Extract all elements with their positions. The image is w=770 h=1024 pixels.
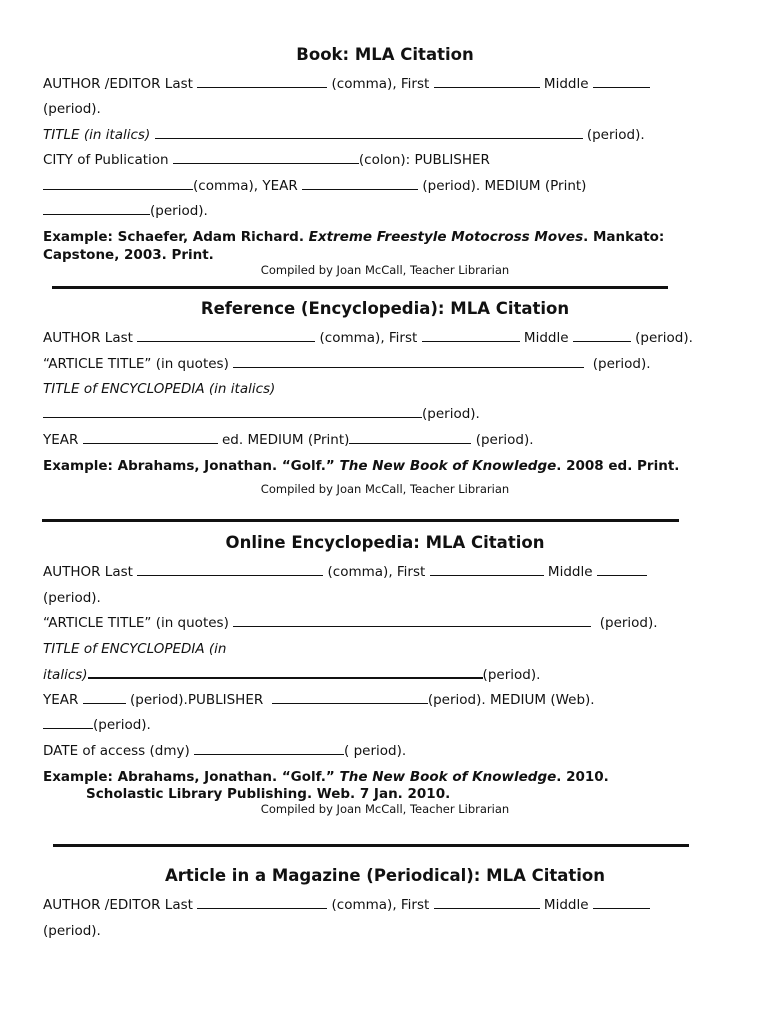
book-title-line bbox=[43, 126, 645, 144]
reference-example bbox=[43, 457, 679, 475]
reference-year-line bbox=[43, 431, 534, 449]
medium-blank[interactable] bbox=[349, 431, 471, 444]
online-medium-line bbox=[43, 716, 151, 734]
middle-label: Middle bbox=[547, 564, 593, 580]
book-example-line1 bbox=[43, 228, 664, 246]
period-medium-label: (period). MEDIUM (Web). bbox=[427, 692, 595, 708]
online-year-line bbox=[43, 691, 595, 709]
online-credit: Compiled by Joan McCall, Teacher Librarian bbox=[260, 802, 510, 816]
reference-article-line bbox=[43, 355, 651, 373]
comma-first-label: (comma), First bbox=[319, 330, 418, 346]
book-medium-line bbox=[43, 202, 208, 220]
period-medium-label: (period). MEDIUM (Print) bbox=[422, 178, 587, 194]
author-period: (period). bbox=[635, 330, 693, 346]
online-date-line bbox=[43, 742, 406, 760]
book-author-period: (period). bbox=[43, 101, 101, 117]
example-title: The New Book of Knowledge bbox=[339, 458, 557, 474]
example-prefix: Example: Abrahams, Jonathan. “Golf.” bbox=[43, 458, 340, 474]
article-blank[interactable] bbox=[233, 355, 584, 368]
enc-title-blank[interactable] bbox=[88, 665, 483, 679]
online-enc-title-label: TITLE of ENCYCLOPEDIA (in bbox=[43, 641, 227, 657]
year-blank[interactable] bbox=[83, 431, 218, 444]
reference-section-title: Reference (Encyclopedia): MLA Citation bbox=[200, 299, 570, 318]
online-enc-title-line bbox=[43, 665, 540, 684]
example-title: The New Book of Knowledge bbox=[339, 769, 557, 785]
article-label: “ARTICLE TITLE” (in quotes) bbox=[43, 615, 229, 631]
example-suffix: . 2008 ed. Print. bbox=[556, 458, 680, 474]
example-suffix: . Mankato: bbox=[583, 229, 665, 245]
author-last-blank[interactable] bbox=[137, 563, 323, 576]
book-author-line bbox=[43, 75, 650, 93]
middle-label: Middle bbox=[543, 76, 589, 92]
article-period: (period). bbox=[599, 615, 658, 631]
enc-period: (period). bbox=[422, 406, 480, 422]
city-blank[interactable] bbox=[173, 151, 359, 164]
period-publisher-label: (period).PUBLISHER bbox=[130, 692, 264, 708]
title-label: TITLE (in italics) bbox=[43, 127, 151, 143]
author-label: AUTHOR /EDITOR Last bbox=[43, 897, 193, 913]
medium-blank[interactable] bbox=[43, 716, 93, 729]
example-prefix: Example: Abrahams, Jonathan. “Golf.” bbox=[43, 769, 340, 785]
author-first-blank[interactable] bbox=[430, 563, 544, 576]
online-author-period: (period). bbox=[43, 590, 101, 606]
reference-author-line bbox=[43, 329, 693, 347]
author-label: AUTHOR Last bbox=[43, 564, 133, 580]
author-first-blank[interactable] bbox=[422, 329, 520, 342]
year-blank[interactable] bbox=[302, 177, 418, 190]
magazine-author-line bbox=[43, 896, 650, 914]
online-section-title: Online Encyclopedia: MLA Citation bbox=[225, 533, 545, 552]
author-middle-blank[interactable] bbox=[593, 896, 650, 909]
reference-credit: Compiled by Joan McCall, Teacher Librarian bbox=[260, 482, 510, 496]
publisher-blank[interactable] bbox=[43, 177, 193, 190]
author-first-blank[interactable] bbox=[434, 896, 540, 909]
example-title: Extreme Freestyle Motocross Moves bbox=[308, 229, 584, 245]
book-city-line bbox=[43, 151, 490, 169]
comma-first-label: (comma), First bbox=[331, 76, 430, 92]
author-last-blank[interactable] bbox=[137, 329, 315, 342]
article-blank[interactable] bbox=[233, 614, 591, 627]
author-last-blank[interactable] bbox=[197, 75, 327, 88]
date-blank[interactable] bbox=[194, 742, 344, 755]
middle-label: Middle bbox=[523, 330, 569, 346]
magazine-author-period: (period). bbox=[43, 923, 101, 939]
comma-year-label: (comma), YEAR bbox=[193, 178, 298, 194]
date-period: ( period). bbox=[344, 743, 407, 759]
book-publisher-line bbox=[43, 177, 586, 195]
colon-publisher-label: (colon): PUBLISHER bbox=[358, 152, 490, 168]
year-period: (period). bbox=[475, 432, 534, 448]
article-period: (period). bbox=[592, 356, 651, 372]
city-label: CITY of Publication bbox=[43, 152, 169, 168]
author-middle-blank[interactable] bbox=[597, 563, 647, 576]
reference-enc-title-line bbox=[43, 405, 480, 423]
online-example-line2: Scholastic Library Publishing. Web. 7 Jan. 2010. bbox=[86, 786, 451, 802]
example-suffix: . 2010. bbox=[556, 769, 609, 785]
article-label: “ARTICLE TITLE” (in quotes) bbox=[43, 356, 229, 372]
author-middle-blank[interactable] bbox=[593, 75, 650, 88]
enc-title-label2: italics) bbox=[43, 667, 88, 683]
enc-period: (period). bbox=[482, 667, 541, 683]
year-blank[interactable] bbox=[83, 691, 126, 704]
divider bbox=[42, 519, 679, 522]
line-period: (period). bbox=[93, 717, 151, 733]
book-example-line2: Capstone, 2003. Print. bbox=[43, 247, 214, 263]
middle-label: Middle bbox=[543, 897, 589, 913]
medium-blank[interactable] bbox=[43, 202, 150, 215]
author-label: AUTHOR Last bbox=[43, 330, 133, 346]
comma-first-label: (comma), First bbox=[327, 564, 426, 580]
online-example-line1 bbox=[43, 768, 609, 786]
publisher-blank[interactable] bbox=[272, 691, 428, 704]
enc-title-blank[interactable] bbox=[43, 405, 422, 418]
ed-medium-label: ed. MEDIUM (Print) bbox=[222, 432, 350, 448]
final-period: (period). bbox=[150, 203, 208, 219]
comma-first-label: (comma), First bbox=[331, 897, 430, 913]
author-first-blank[interactable] bbox=[434, 75, 540, 88]
book-credit: Compiled by Joan McCall, Teacher Librarian bbox=[260, 263, 510, 277]
author-label: AUTHOR /EDITOR Last bbox=[43, 76, 193, 92]
title-period: (period). bbox=[586, 127, 645, 143]
author-middle-blank[interactable] bbox=[573, 329, 631, 342]
divider bbox=[53, 844, 689, 847]
online-article-line bbox=[43, 614, 658, 632]
example-prefix: Example: Schaefer, Adam Richard. bbox=[43, 229, 309, 245]
author-last-blank[interactable] bbox=[197, 896, 327, 909]
book-section-title: Book: MLA Citation bbox=[296, 45, 474, 64]
date-label: DATE of access (dmy) bbox=[43, 743, 190, 759]
year-label: YEAR bbox=[43, 432, 79, 448]
online-author-line bbox=[43, 563, 647, 581]
divider bbox=[52, 286, 668, 289]
reference-enc-title-label: TITLE of ENCYCLOPEDIA (in italics) bbox=[43, 381, 276, 397]
year-label: YEAR bbox=[43, 692, 79, 708]
title-blank[interactable] bbox=[155, 126, 583, 139]
magazine-section-title: Article in a Magazine (Periodical): MLA Citation bbox=[164, 866, 606, 885]
